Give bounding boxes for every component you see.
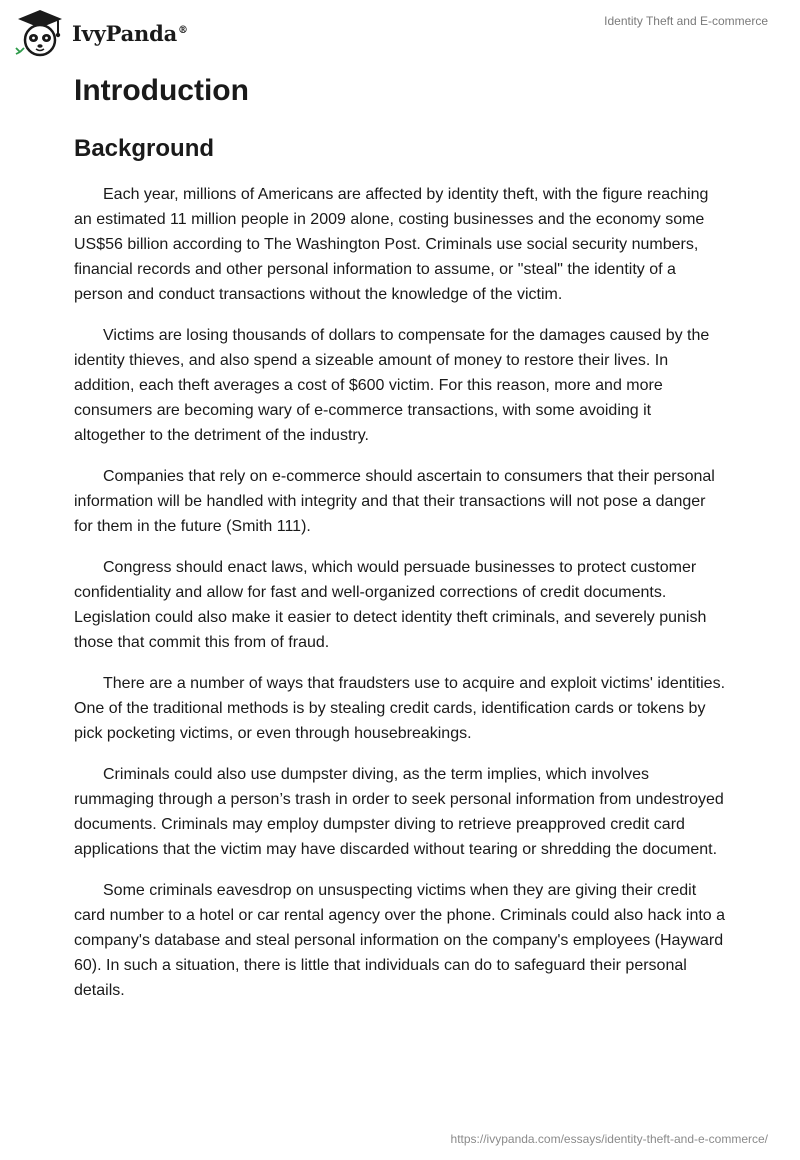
essay-body: [74, 182, 726, 1019]
paragraph: Congress should enact laws, which would persuade businesses to protect customer confidentiality and allow for fast and well-organized corrections of credit documents. Legislation could also make it easier to detect identity theft criminals, and severely punish those that commit this from of fraud.: [74, 559, 707, 651]
paragraph: Each year, millions of Americans are affected by identity theft, with the figure reaching an estimated 11 million people in 2009 alone, costing businesses and the economy some US$56 billion according to The Washington Post. Criminals use social security numbers, financial records and other personal information to assume, or "steal" the identity of a person and conduct transactions without the knowledge of the victim.: [74, 186, 709, 303]
panda-graduate-icon: [14, 8, 66, 58]
brand-name: IvyPanda®: [72, 20, 188, 46]
paragraph: There are a number of ways that fraudsters use to acquire and exploit victims' identities. One of the traditional methods is by stealing credit cards, identification cards or tokens by pick pocketing victims, or even through housebreakings.: [74, 675, 726, 742]
page-title: Introduction: [74, 74, 249, 107]
paragraph: Criminals could also use dumpster diving, as the term implies, which involves rummaging through a person’s trash in order to seek personal information from undestroyed documents. Criminals may employ dumpster diving to retrieve preapproved credit card applications that the victim may have discarded without tearing or shredding the document.: [74, 766, 724, 858]
paragraph: Companies that rely on e-commerce should ascertain to consumers that their personal information will be handled with integrity and that their transactions will not pose a danger for them in the future (Smith 111).: [74, 468, 715, 535]
paragraph: Some criminals eavesdrop on unsuspecting victims when they are giving their credit card number to a hotel or car rental agency over the phone. Criminals could also hack into a company's database and steal personal information on the company's employees (Hayward 60). In such a situation, there is little that individuals can do to safeguard their personal details.: [74, 882, 726, 999]
brand-logo[interactable]: [14, 8, 188, 58]
source-url-link[interactable]: https://ivypanda.com/essays/identity-theft-and-e-commerce/: [450, 1132, 768, 1146]
paragraph: Victims are losing thousands of dollars to compensate for the damages caused by the identity thieves, and also spend a sizeable amount of money to restore their lives. In addition, each theft averages a cost of $600 victim. For this reason, more and more consumers are becoming wary of e-commerce transactions, with some avoiding it altogether to the detriment of the industry.: [74, 327, 710, 444]
document-title: Identity Theft and E-commerce: [604, 14, 768, 28]
section-heading: Background: [74, 135, 215, 162]
page-header: [0, 0, 800, 70]
